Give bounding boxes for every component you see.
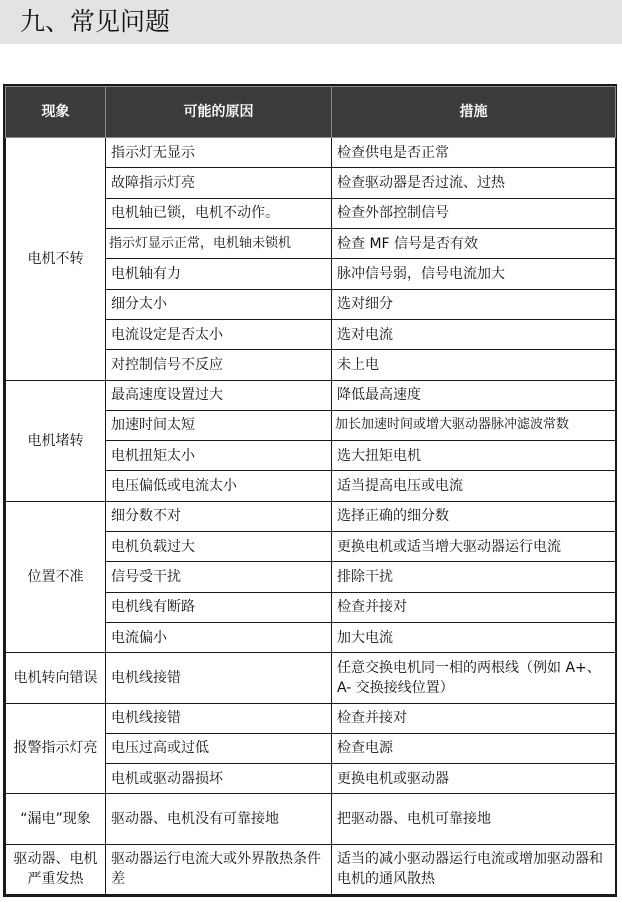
measure-cell: 把驱动器、电机可靠接地	[332, 794, 616, 844]
cause-cell: 电机负载过大	[106, 532, 332, 562]
measure-cell: 任意交换电机同一相的两根线（例如 A+、A- 交换接线位置）	[332, 653, 616, 703]
cause-cell: 指示灯显示正常，电机轴未锁机	[106, 228, 332, 258]
measure-cell: 检查并接对	[332, 592, 616, 622]
phenomenon-cell: 位置不准	[6, 501, 106, 653]
table-row	[6, 380, 616, 410]
measure-cell: 选大扭矩电机	[332, 441, 616, 471]
cause-cell: 电机线有断路	[106, 592, 332, 622]
header-cause: 可能的原因	[106, 87, 332, 138]
table-row	[6, 653, 616, 703]
cause-cell: 电压偏低或电流太小	[106, 471, 332, 501]
cause-cell: 电流设定是否太小	[106, 319, 332, 349]
measure-cell: 选对细分	[332, 289, 616, 319]
table-row	[6, 794, 616, 844]
cause-cell: 电机轴已锁，电机不动作。	[106, 198, 332, 228]
cause-cell: 电压过高或过低	[106, 733, 332, 763]
cause-cell: 电机轴有力	[106, 259, 332, 289]
measure-cell: 更换电机或驱动器	[332, 764, 616, 794]
cause-cell: 加速时间太短	[106, 410, 332, 440]
cause-cell: 信号受干扰	[106, 562, 332, 592]
phenomenon-cell: 驱动器、电机严重发热	[6, 844, 106, 894]
measure-cell: 检查并接对	[332, 703, 616, 733]
table-row	[6, 844, 616, 894]
table-row	[6, 138, 616, 168]
cause-cell: 电机扭矩太小	[106, 441, 332, 471]
cause-cell: 电流偏小	[106, 623, 332, 653]
measure-cell: 加大电流	[332, 623, 616, 653]
measure-cell: 检查供电是否正常	[332, 138, 616, 168]
measure-cell: 选择正确的细分数	[332, 501, 616, 531]
header-measure: 措施	[332, 87, 616, 138]
cause-cell: 故障指示灯亮	[106, 168, 332, 198]
header-phenomenon: 现象	[6, 87, 106, 138]
cause-cell: 对控制信号不反应	[106, 350, 332, 380]
cause-cell: 最高速度设置过大	[106, 380, 332, 410]
cause-cell: 电机线接错	[106, 703, 332, 733]
faq-table	[5, 86, 616, 895]
cause-cell: 驱动器、电机没有可靠接地	[106, 794, 332, 844]
measure-cell: 加长加速时间或增大驱动器脉冲滤波常数	[332, 410, 616, 440]
measure-cell: 检查驱动器是否过流、过热	[332, 168, 616, 198]
measure-cell: 脉冲信号弱，信号电流加大	[332, 259, 616, 289]
measure-cell: 检查电源	[332, 733, 616, 763]
measure-cell: 选对电流	[332, 319, 616, 349]
phenomenon-cell: 电机转向错误	[6, 653, 106, 703]
table-row	[6, 501, 616, 531]
cause-cell: 电机线接错	[106, 653, 332, 703]
faq-table-frame	[3, 84, 617, 897]
measure-cell: 检查 MF 信号是否有效	[332, 228, 616, 258]
phenomenon-cell: 电机堵转	[6, 380, 106, 501]
phenomenon-cell: 报警指示灯亮	[6, 703, 106, 794]
measure-cell: 排除干扰	[332, 562, 616, 592]
title-bar	[0, 0, 622, 44]
measure-cell: 未上电	[332, 350, 616, 380]
page-title: 九、常见问题	[20, 7, 171, 36]
cause-cell: 细分数不对	[106, 501, 332, 531]
phenomenon-cell: “漏电”现象	[6, 794, 106, 844]
measure-cell: 适当提高电压或电流	[332, 471, 616, 501]
table-row	[6, 703, 616, 733]
cause-cell: 指示灯无显示	[106, 138, 332, 168]
cause-cell: 电机或驱动器损坏	[106, 764, 332, 794]
measure-cell: 更换电机或适当增大驱动器运行电流	[332, 532, 616, 562]
cause-cell: 细分太小	[106, 289, 332, 319]
measure-cell: 适当的减小驱动器运行电流或增加驱动器和电机的通风散热	[332, 844, 616, 894]
measure-cell: 降低最高速度	[332, 380, 616, 410]
phenomenon-cell: 电机不转	[6, 138, 106, 381]
cause-cell: 驱动器运行电流大或外界散热条件差	[106, 844, 332, 894]
table-header-row	[6, 87, 616, 138]
measure-cell: 检查外部控制信号	[332, 198, 616, 228]
